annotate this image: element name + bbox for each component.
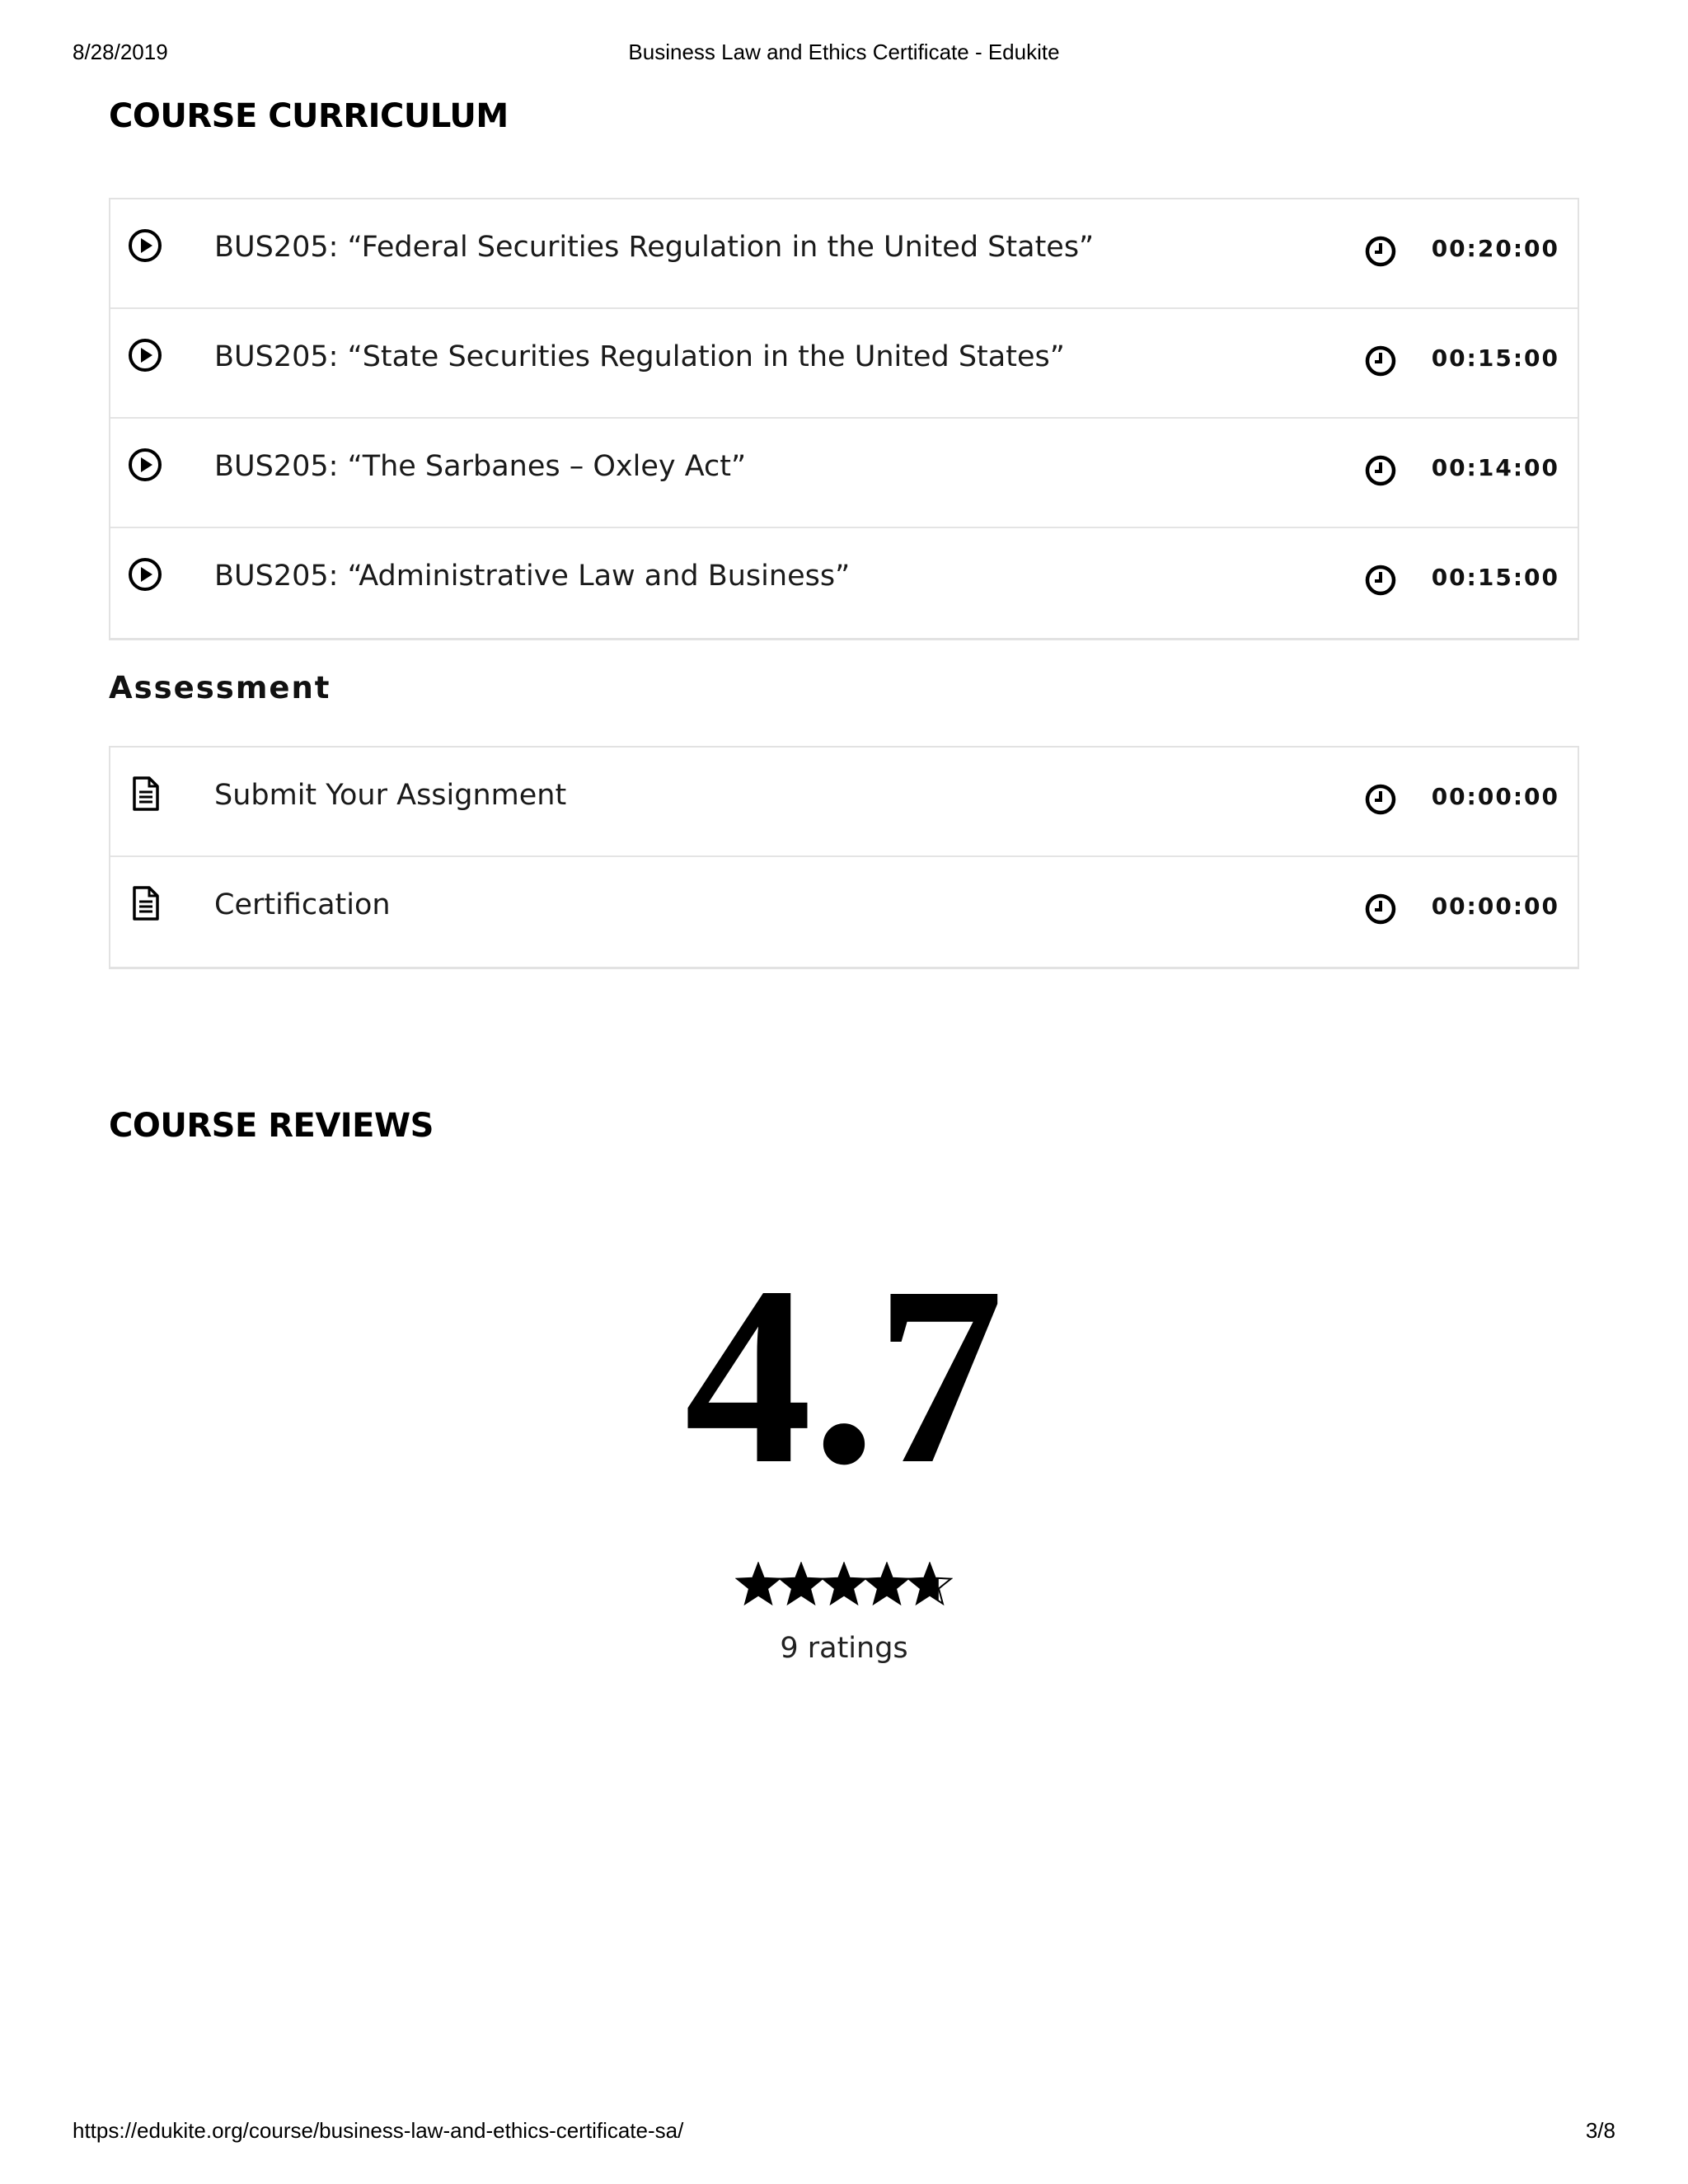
star-rating-icons (735, 1562, 953, 1608)
document-icon (127, 776, 163, 812)
reviews-heading: COURSE REVIEWS (109, 1107, 434, 1145)
assessment-heading: Assessment (109, 670, 331, 705)
print-footer (0, 2118, 1688, 2148)
curriculum-list (109, 198, 1579, 640)
play-circle-icon (127, 447, 163, 483)
assessment-title[interactable]: Certification (214, 888, 391, 921)
star-fill (865, 1563, 907, 1604)
play-circle-icon (127, 227, 163, 264)
star-fill (780, 1563, 822, 1604)
lesson-title[interactable]: BUS205: “Federal Securities Regulation in the United States” (214, 231, 1095, 264)
star-fill (737, 1563, 779, 1604)
assessment-list (109, 746, 1579, 969)
clock-icon (1364, 344, 1397, 377)
lesson-duration: 00:15:00 (1431, 564, 1559, 591)
print-url: https://edukite.org/course/business-law-and-ethics-certificate-sa/ (73, 2118, 684, 2143)
play-circle-icon (127, 556, 163, 593)
assessment-item[interactable] (110, 857, 1578, 967)
lesson-title[interactable]: BUS205: “Administrative Law and Business” (214, 560, 851, 593)
curriculum-item[interactable] (110, 199, 1578, 309)
star-rating (735, 1562, 953, 1608)
lesson-title[interactable]: BUS205: “The Sarbanes – Oxley Act” (214, 450, 747, 483)
curriculum-item[interactable] (110, 309, 1578, 419)
page-number: 3/8 (1585, 2118, 1615, 2143)
print-date: 8/28/2019 (73, 40, 168, 64)
curriculum-item[interactable] (110, 528, 1578, 638)
lesson-duration: 00:15:00 (1431, 344, 1559, 372)
lesson-title[interactable]: BUS205: “State Securities Regulation in the United States” (214, 340, 1065, 373)
assessment-title[interactable]: Submit Your Assignment (214, 779, 567, 812)
clock-icon (1364, 783, 1397, 816)
clock-icon (1364, 235, 1397, 268)
clock-icon (1364, 564, 1397, 597)
clock-icon (1364, 454, 1397, 487)
rating-count: 9 ratings (780, 1632, 908, 1665)
lesson-duration: 00:14:00 (1431, 454, 1559, 481)
assessment-duration: 00:00:00 (1431, 783, 1559, 810)
clock-icon (1364, 893, 1397, 926)
average-rating: 4.7 (684, 1235, 1004, 1517)
document-icon (127, 885, 163, 921)
play-circle-icon (127, 337, 163, 373)
print-title: Business Law and Ethics Certificate - Edukite (628, 40, 1060, 64)
curriculum-heading: COURSE CURRICULUM (109, 97, 509, 135)
curriculum-item[interactable] (110, 419, 1578, 528)
assessment-item[interactable] (110, 748, 1578, 857)
print-header (0, 40, 1688, 69)
star-fill (823, 1563, 865, 1604)
lesson-duration: 00:20:00 (1431, 235, 1559, 262)
assessment-duration: 00:00:00 (1431, 893, 1559, 920)
